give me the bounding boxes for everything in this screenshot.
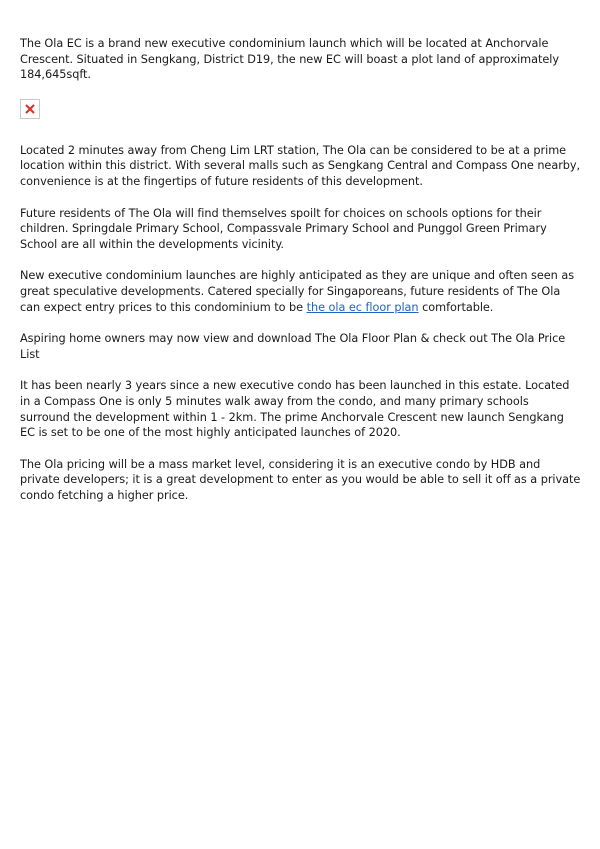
launches-text-after: comfortable. xyxy=(418,300,494,314)
broken-image xyxy=(20,99,40,119)
location-paragraph: Located 2 minutes away from Cheng Lim LRT station, The Ola can be considered to be at a prime location within this district. With several malls such as Sengkang Central and Compass One nearby, convenience is at the fingertips of future residents of this development. xyxy=(20,143,581,188)
history-paragraph: It has been nearly 3 years since a new executive condo has been launched in this estate. Located in a Compass One is only 5 minutes walk away from the condo, and many primary schools surround the development within 1 - 2km. The prime Anchorvale Crescent new launch Sengkang EC is set to be one of the most highly anticipated launches of 2020. xyxy=(20,379,570,440)
pricing-paragraph: The Ola pricing will be a mass market level, considering it is an executive condo by HDB and private developers; it is a great development to enter as you would be able to sell it off as a private condo fetching a higher price. xyxy=(20,457,581,502)
aspiring-paragraph: Aspiring home owners may now view and download The Ola Floor Plan & check out The Ola Price List xyxy=(20,332,566,361)
launches-text-before: New executive condominium launches are highly anticipated as they are unique and often seen as great speculative developments. Catered specially for Singaporeans, future residents of The Ola can expect entry prices to this condominium to be xyxy=(20,269,575,314)
launches-paragraph xyxy=(20,268,582,315)
schools-paragraph: Future residents of The Ola will find themselves spoilt for choices on schools options for their children. Springdale Primary School, Compassvale Primary School and Punggol Green Primary School are all within the developments vicinity. xyxy=(20,206,547,251)
floor-plan-link[interactable]: the ola ec floor plan xyxy=(306,300,419,314)
intro-paragraph: The Ola EC is a brand new executive condominium launch which will be located at Anchorvale Crescent. Situated in Sengkang, District D19, the new EC will boast a plot land of approximately 184,645sqft. xyxy=(20,37,560,82)
article-body xyxy=(20,36,582,519)
broken-image-icon xyxy=(25,104,35,114)
